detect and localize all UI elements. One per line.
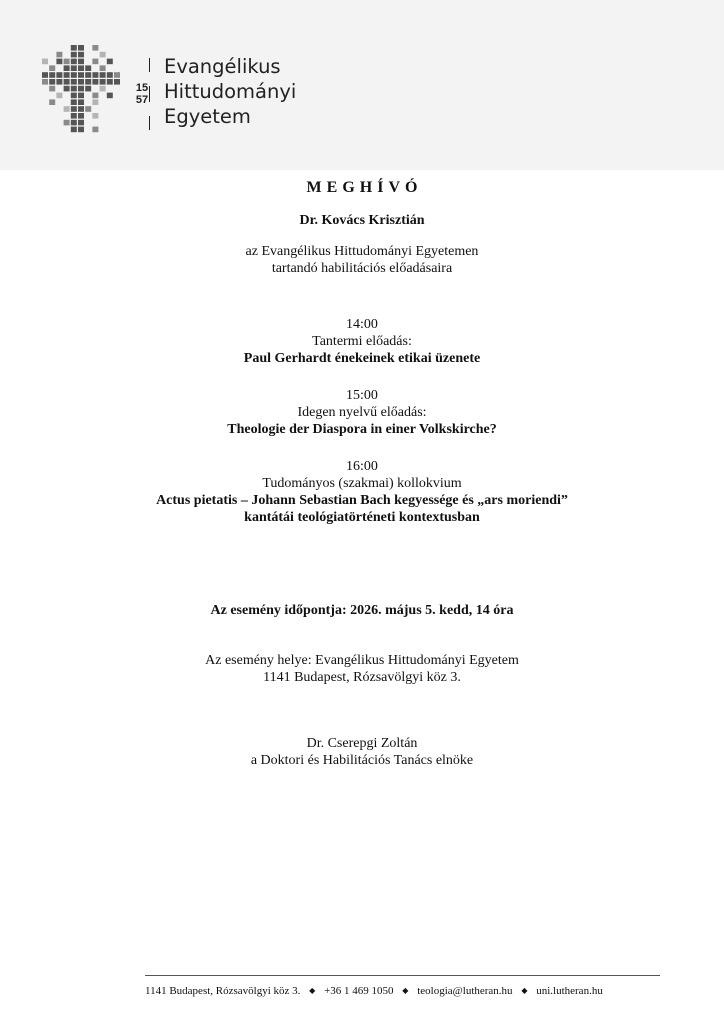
session-1-time: 14:00 (346, 317, 378, 332)
session-3-title-line-1: Actus pietatis – Johann Sebastian Bach kegyessége és „ars moriendi” (156, 493, 568, 508)
university-name (164, 54, 296, 129)
event-place-line-2: 1141 Budapest, Rózsavölgyi köz 3. (263, 670, 461, 685)
diamond-bullet-icon: ◆ (521, 986, 528, 995)
invitation-title: MEGHÍVÓ (306, 179, 423, 196)
founding-year (134, 82, 150, 106)
session-2-time: 15:00 (346, 388, 378, 403)
session-2-type: Idegen nyelvű előadás: (297, 405, 427, 420)
footer-email[interactable]: teologia@lutheran.hu (417, 985, 513, 997)
founding-year-bottom: 57 (135, 94, 149, 106)
session-1-title: Paul Gerhardt énekeinek etikai üzenete (243, 351, 481, 366)
signatory-name: Dr. Cserepgi Zoltán (306, 736, 418, 751)
signatory-role: a Doktori és Habilitációs Tanács elnöke (250, 753, 474, 768)
invitation-body (0, 178, 724, 769)
session-3-type: Tudományos (szakmai) kollokvium (262, 476, 462, 491)
candidate-name: Dr. Kovács Krisztián (299, 213, 425, 228)
session-2-title: Theologie der Diaspora in einer Volkskirche? (227, 422, 497, 437)
session-3-title-line-2: kantátái teológiatörténeti kontextusban (244, 510, 480, 525)
university-name-line-2: Hittudományi (164, 80, 297, 103)
logo-divider (149, 58, 150, 130)
session-1-type: Tantermi előadás: (312, 334, 412, 349)
footer-phone: +36 1 469 1050 (324, 985, 394, 997)
session-3-time: 16:00 (346, 459, 378, 474)
footer-contact (145, 985, 660, 997)
diamond-bullet-icon: ◆ (309, 986, 316, 995)
university-name-line-3: Egyetem (164, 105, 251, 128)
event-place-line-1: Az esemény helye: Evangélikus Hittudományi Egyetem (205, 653, 519, 668)
event-date: Az esemény időpontja: 2026. május 5. kedd, 14 óra (210, 603, 514, 618)
footer-divider (145, 975, 660, 976)
intro-line-2: tartandó habilitációs előadásaira (271, 261, 453, 276)
founding-year-top: 15 (135, 82, 149, 94)
intro-line-1: az Evangélikus Hittudományi Egyetemen (245, 244, 479, 259)
footer-address: 1141 Budapest, Rózsavölgyi köz 3. (145, 985, 301, 997)
university-name-line-1: Evangélikus (164, 55, 281, 78)
cross-mosaic-logo-icon (40, 44, 124, 134)
footer-website[interactable]: uni.lutheran.hu (536, 985, 603, 997)
diamond-bullet-icon: ◆ (402, 986, 409, 995)
